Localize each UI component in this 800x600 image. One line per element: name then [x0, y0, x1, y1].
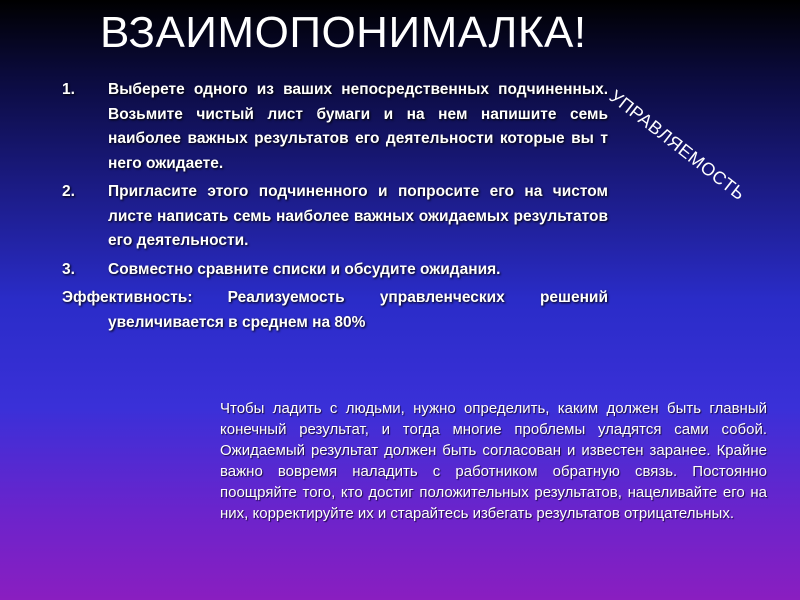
list-item	[62, 258, 608, 283]
list-item-text: Выберете одного из ваших непосредственных подчиненных. Возьмите чистый лист бумаги и на нем напишите семь наиболее важных результатов его деятельности которые вы т него ожидаете.	[108, 81, 608, 172]
list-item-text: Пригласите этого подчиненного и попросите его на чистом листе написать семь наиболее важных ожидаемых результатов его деятельности.	[108, 183, 608, 249]
effectiveness-note: Эффективность: Реализуемость управленческих решений увеличивается в среднем на 80%	[62, 289, 608, 331]
instruction-list	[62, 78, 608, 335]
list-item-number: 3.	[62, 260, 75, 278]
list-item-number: 1.	[62, 81, 75, 98]
list-item	[62, 180, 608, 254]
list-item	[62, 78, 608, 176]
bottom-paragraph: Чтобы ладить с людьми, нужно определить, каким должен быть главный конечный результат, и тогда многие проблемы уладятся сами собой. Ожидаемый результат должен быть согласован и известен заранее. Крайне важно вовремя наладить с работником обратную связь. Постоянно поощряйте того, кто достиг положительных результатов, нацеливайте его на них, корректируйте их и старайтесь избегать результатов отрицательных.	[220, 400, 767, 522]
slide-title: ВЗАИМОПОНИМАЛКА!	[100, 8, 587, 57]
list-item-number: 2.	[62, 183, 75, 200]
list-item-text: Совместно сравните списки и обсудите ожидания.	[108, 260, 501, 278]
side-label: УПРАВЛЯЕМОСТЬ	[605, 86, 750, 205]
